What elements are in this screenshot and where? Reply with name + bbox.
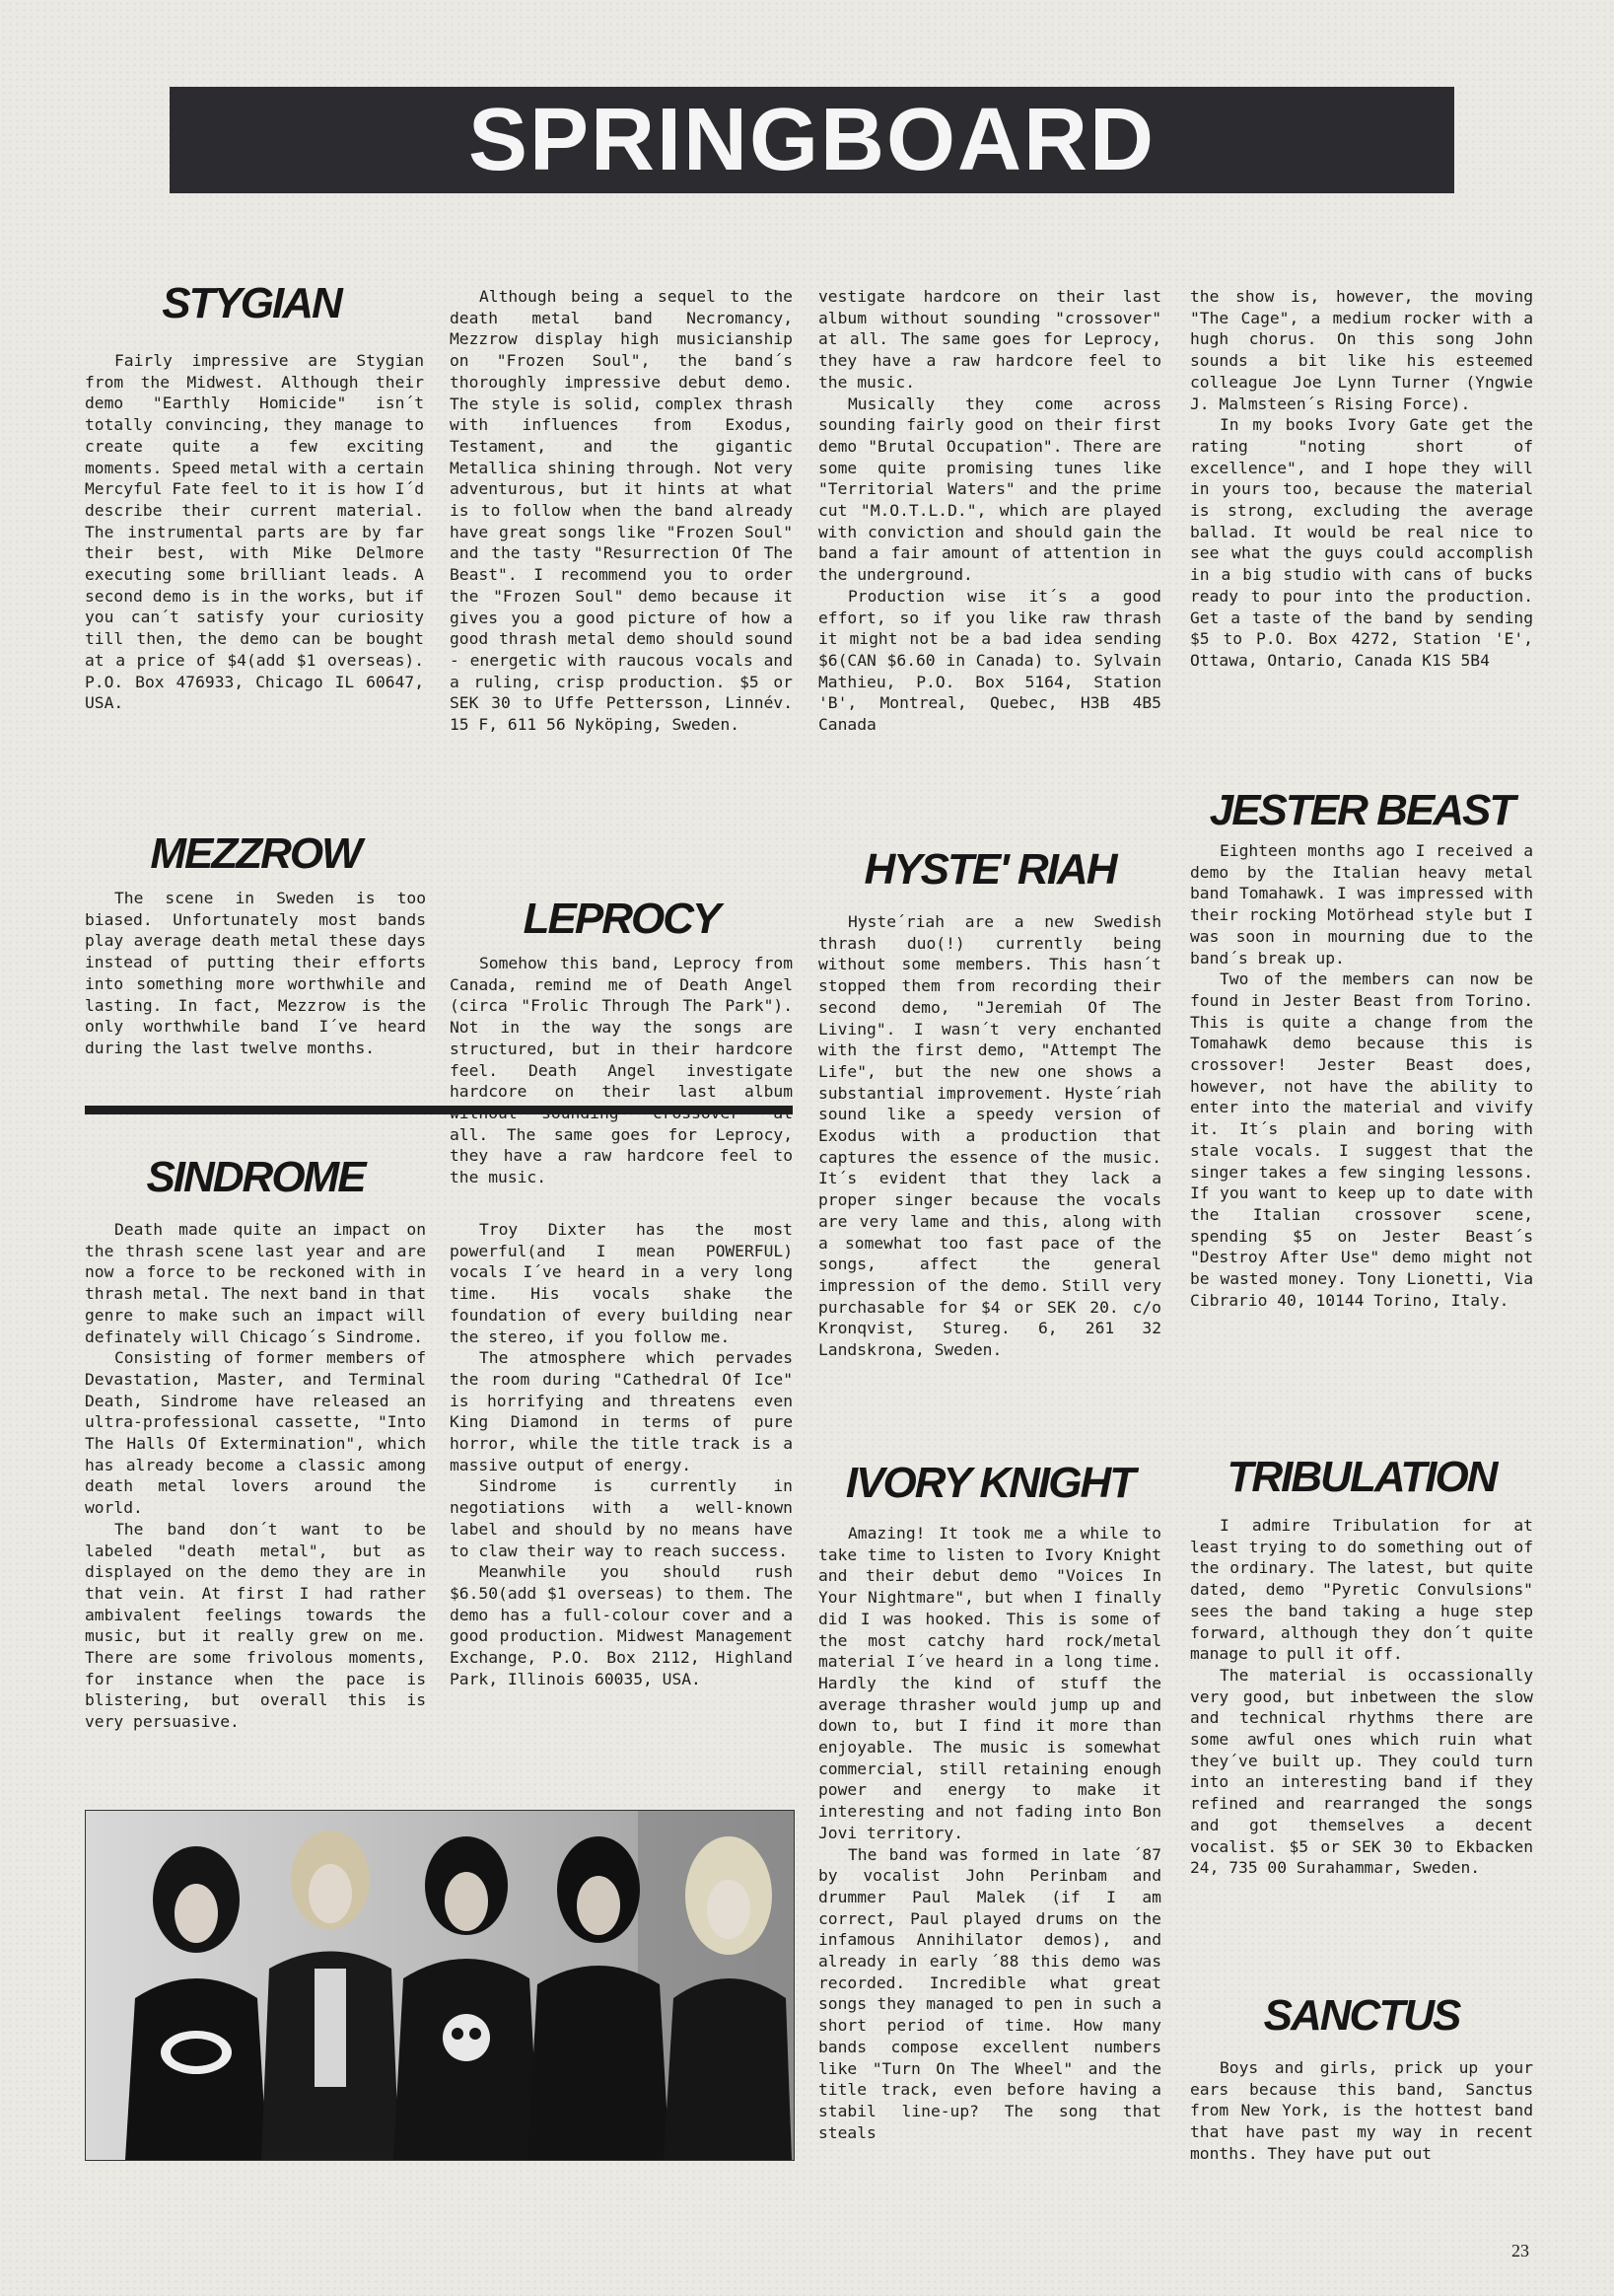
sindrome-paragraph: Death made quite an impact on the thrash scene last year and are now a force to be reckoned with in thrash metal. The next band in that genre to make such an impact will definately will Chicago´s Sindrome. xyxy=(85,1220,426,1346)
sanctus-column xyxy=(1190,2057,1533,2165)
band-photo-illustration xyxy=(86,1811,794,2160)
stygian-paragraph: Fairly impressive are Stygian from the Midwest. Although their demo "Earthly Homicide" isn´t totally convincing, they manage to create quite a few exciting moments. Speed metal with a certain Mercyful Fate feel to it is how I´d describe their current material. The instrumental parts are by far their best, with Mike Delmore executing some brilliant leads. A second demo is in the works, but if you can´t satisfy your curiosity till then, the demo can be bought at a price of $4(add $1 overseas). P.O. Box 476933, Chicago IL 60647, USA. xyxy=(85,351,424,713)
leprocy-paragraph: Production wise it´s a good effort, so if you like raw thrash it might not be a bad idea sending $6(CAN $6.60 in Canada) to. Sylvain Mathieu, P.O. Box 5164, Station 'B', Montreal, Quebec, H3B 4B5 Canada xyxy=(818,586,1161,735)
mezzrow-paragraph: The scene in Sweden is too biased. Unfortunately most bands play average death metal these days instead of putting their efforts into something more worthwhile and lasting. In fact, Mezzrow is the only worthwhile band I´ve heard during the last twelve months. xyxy=(85,889,426,1057)
ivory-gate-paragraph: the show is, however, the moving "The Cage", a medium rocker with a hugh chorus. On this song John sounds a bit like his esteemed colleague Joe Lynn Turner (Yngwie J. Malmsteen´s Rising Force). xyxy=(1190,287,1533,413)
leprocy-column-2 xyxy=(818,286,1161,736)
sindrome-paragraph: The band don´t want to be labeled "death metal", but as displayed on the demo they are in that vein. At first I had rather ambivalent feelings towards the music, but it really grew on me. There are some frivolous moments, for instance when the pace is blistering, but overall this is very persuasive. xyxy=(85,1519,426,1732)
sindrome-paragraph: Troy Dixter has the most powerful(and I mean POWERFUL) vocals I´ve heard in a very long time. His vocals shake the foundation of every building near the stereo, if you follow me. xyxy=(450,1220,793,1346)
tribulation-column xyxy=(1190,1515,1533,1879)
sindrome-paragraph: Meanwhile you should rush $6.50(add $1 overseas) to them. The demo has a full-colour cover and a good production. Midwest Management Exchange, P.O. Box 2112, Highland Park, Illinois 60035, USA. xyxy=(450,1562,793,1688)
section-divider xyxy=(85,1106,793,1114)
tribulation-paragraph: I admire Tribulation for at least trying to do something out of the ordinary. The latest, but quite dated, demo "Pyretic Convulsions" sees the band taking a huge step forward, although they don´t quite manage to pull it off. xyxy=(1190,1516,1533,1664)
tribulation-paragraph: The material is occassionally very good, but inbetween the slow and technical rhythms there are some awful ones which ruin what they´ve built up. They could turn into an interesting band if they refined and rearranged the songs and got themselves a decent vocalist. $5 or SEK 30 to Ekbacken 24, 735 00 Surahammar, Sweden. xyxy=(1190,1665,1533,1878)
tribulation-heading: TRIBULATION xyxy=(1227,1453,1497,1501)
leprocy-column-1 xyxy=(450,953,793,1187)
mezzrow-heading: MEZZROW xyxy=(150,829,361,878)
leprocy-heading: LEPROCY xyxy=(523,895,720,943)
leprocy-paragraph: Musically they come across sounding fairly good on their first demo "Brutal Occupation". There are some quite promising tunes like "Territorial Waters" and the prime cut "M.O.T.L.D.", which are played with conviction and should gain the band a fair amount of attention in the underground. xyxy=(818,394,1161,585)
stygian-column-1 xyxy=(85,350,424,714)
section-banner xyxy=(170,87,1454,193)
leprocy-paragraph: Somehow this band, Leprocy from Canada, remind me of Death Angel (circa "Frolic Through The Park"). Not in the way the songs are structured, but in their hardcore feel. Death Angel investigate hardcore on their last album all. The same goes for Leprocy, they have a raw hardcore feel to the music. xyxy=(450,954,793,1187)
hysteriah-paragraph: Hyste´riah are a new Swedish thrash duo(!) currently being without some members. This hasn´t stopped them from recording their second demo, "Jeremiah Of The Living". I wasn´t very enchanted with the first demo, "Attempt The Life", but the new one shows a substantial improvement. Hyste´riah sound like a speedy version of Exodus with a production that captures the essence of the music. It´s evident that they lack a proper singer because the vocals are very lame and this, along with a somewhat too fast pace of the songs, affect the general impression of the demo. Still very purchasable for $4 or SEK 20. c/o Kronqvist, Stureg. 6, 261 32 Landskrona, Sweden. xyxy=(818,912,1161,1360)
sindrome-paragraph: Consisting of former members of Devastation, Master, and Terminal Death, Sindrome have released an ultra-professional cassette, "Into The Halls Of Extermination", which has already become a classic among death metal lovers around the world. xyxy=(85,1348,426,1518)
sindrome-column-1 xyxy=(85,1219,426,1733)
stygian-heading: STYGIAN xyxy=(162,279,341,327)
sindrome-heading: SINDROME xyxy=(146,1153,365,1201)
page-number: 23 xyxy=(1511,2241,1529,2260)
jester-beast-heading: JESTER BEAST xyxy=(1209,786,1514,834)
jester-beast-column xyxy=(1190,840,1533,1311)
ivory-knight-paragraph: The band was formed in late ´87 by vocalist John Perinbam and drummer Paul Malek (if I am correct, Paul played drums on the infamous Annihilator demos), and already in early ´88 this demo was recorded. Incredible what great songs they managed to pen in such a short period of time. How many bands compose excellent numbers like "Turn On The Wheel" and the title track, even before having a stabil line-up? The song that steals xyxy=(818,1844,1161,2142)
sindrome-column-2 xyxy=(450,1219,793,1689)
ivory-knight-heading: IVORY KNIGHT xyxy=(845,1459,1135,1507)
mezzrow-column xyxy=(85,888,426,1059)
sanctus-paragraph: Boys and girls, prick up your ears because this band, Sanctus from New York, is the hottest band that have past my way in recent months. They have put out xyxy=(1190,2058,1533,2163)
sindrome-paragraph: The atmosphere which pervades the room during "Cathedral Of Ice" is horrifying and threatens even King Diamond in terms of pure horror, while the title track is a massive output of energy. xyxy=(450,1348,793,1474)
jester-beast-paragraph: Eighteen months ago I received a demo by the Italian heavy metal band Tomahawk. I was impressed with their rocking Motörhead style but I was soon in mourning due to the band´s break up. xyxy=(1190,841,1533,968)
section-title: SPRINGBOARD xyxy=(467,90,1157,189)
leprocy-paragraph-continued: vestigate hardcore on their last album without sounding "crossover" at all. The same goes for Leprocy, they have a raw hardcore feel to the music. xyxy=(818,287,1161,392)
sindrome-paragraph: Sindrome is currently in negotiations with a well-known label and should by no means have to claw their way to reach success. xyxy=(450,1476,793,1560)
ivory-gate-column xyxy=(1190,286,1533,672)
jester-beast-paragraph: Two of the members can now be found in Jester Beast from Torino. This is quite a change from the Tomahawk demo because this is crossover! Jester Beast does, however, not have the ability to enter into the material and vivify it. It´s plain and boring with stale vocals. I suggest that the singer takes a few singing lessons. If you want to keep up to date with the Italian crossover scene, spending $5 on Jester Beast´s "Destroy After Use" demo might not be wasted money. Tony Lionetti, Via Cibrario 40, 10144 Torino, Italy. xyxy=(1190,969,1533,1310)
ivory-knight-paragraph: Amazing! It took me a while to take time to listen to Ivory Knight and their debut demo "Voices In Your Nightmare", but when I finally did I was hooked. This is some of the most catchy hard rock/metal material I´ve heard in a long time. Hardly the kind of stuff the average thrasher would jump up and down to, but I find it more than enjoyable. The music is somewhat commercial, still retaining enough power and energy to make it interesting and not fading into Bon Jovi territory. xyxy=(818,1524,1161,1842)
sanctus-heading: SANCTUS xyxy=(1263,1991,1460,2040)
stygian-paragraph: Although being a sequel to the death metal band Necromancy, Mezzrow display high musicianship on "Frozen Soul", the band´s thoroughly impressive debut demo. The style is solid, complex thrash with influences from Exodus, Testament, and the gigantic Metallica shining through. Not very adventurous, but it hints at what is to follow when the band already have great songs like "Frozen Soul" and the tasty "Resurrection Of The Beast". I recommend you to order the "Frozen Soul" demo because it gives you a good picture of how a good thrash metal demo should sound - energetic with raucous vocals and a ruling, crisp production. $5 or SEK 30 to Uffe Pettersson, Linnév. 15 F, 611 56 Nyköping, Sweden. xyxy=(450,287,793,735)
hysteriah-heading: HYSTE' RIAH xyxy=(864,845,1116,894)
ivory-gate-paragraph: In my books Ivory Gate get the rating "noting short of excellence", and I hope they will in yours too, because the material is strong, excluding the average ballad. It would be real nice to see what the guys could accomplish in a big studio with cans of bucks ready to pour into the production. Get a taste of the band by sending $5 to P.O. Box 4272, Station 'E', Ottawa, Ontario, Canada K1S 5B4 xyxy=(1190,415,1533,670)
ivory-knight-column xyxy=(818,1523,1161,2143)
stygian-column-2 xyxy=(450,286,793,736)
hysteriah-column xyxy=(818,911,1161,1361)
band-photo xyxy=(85,1810,795,2161)
